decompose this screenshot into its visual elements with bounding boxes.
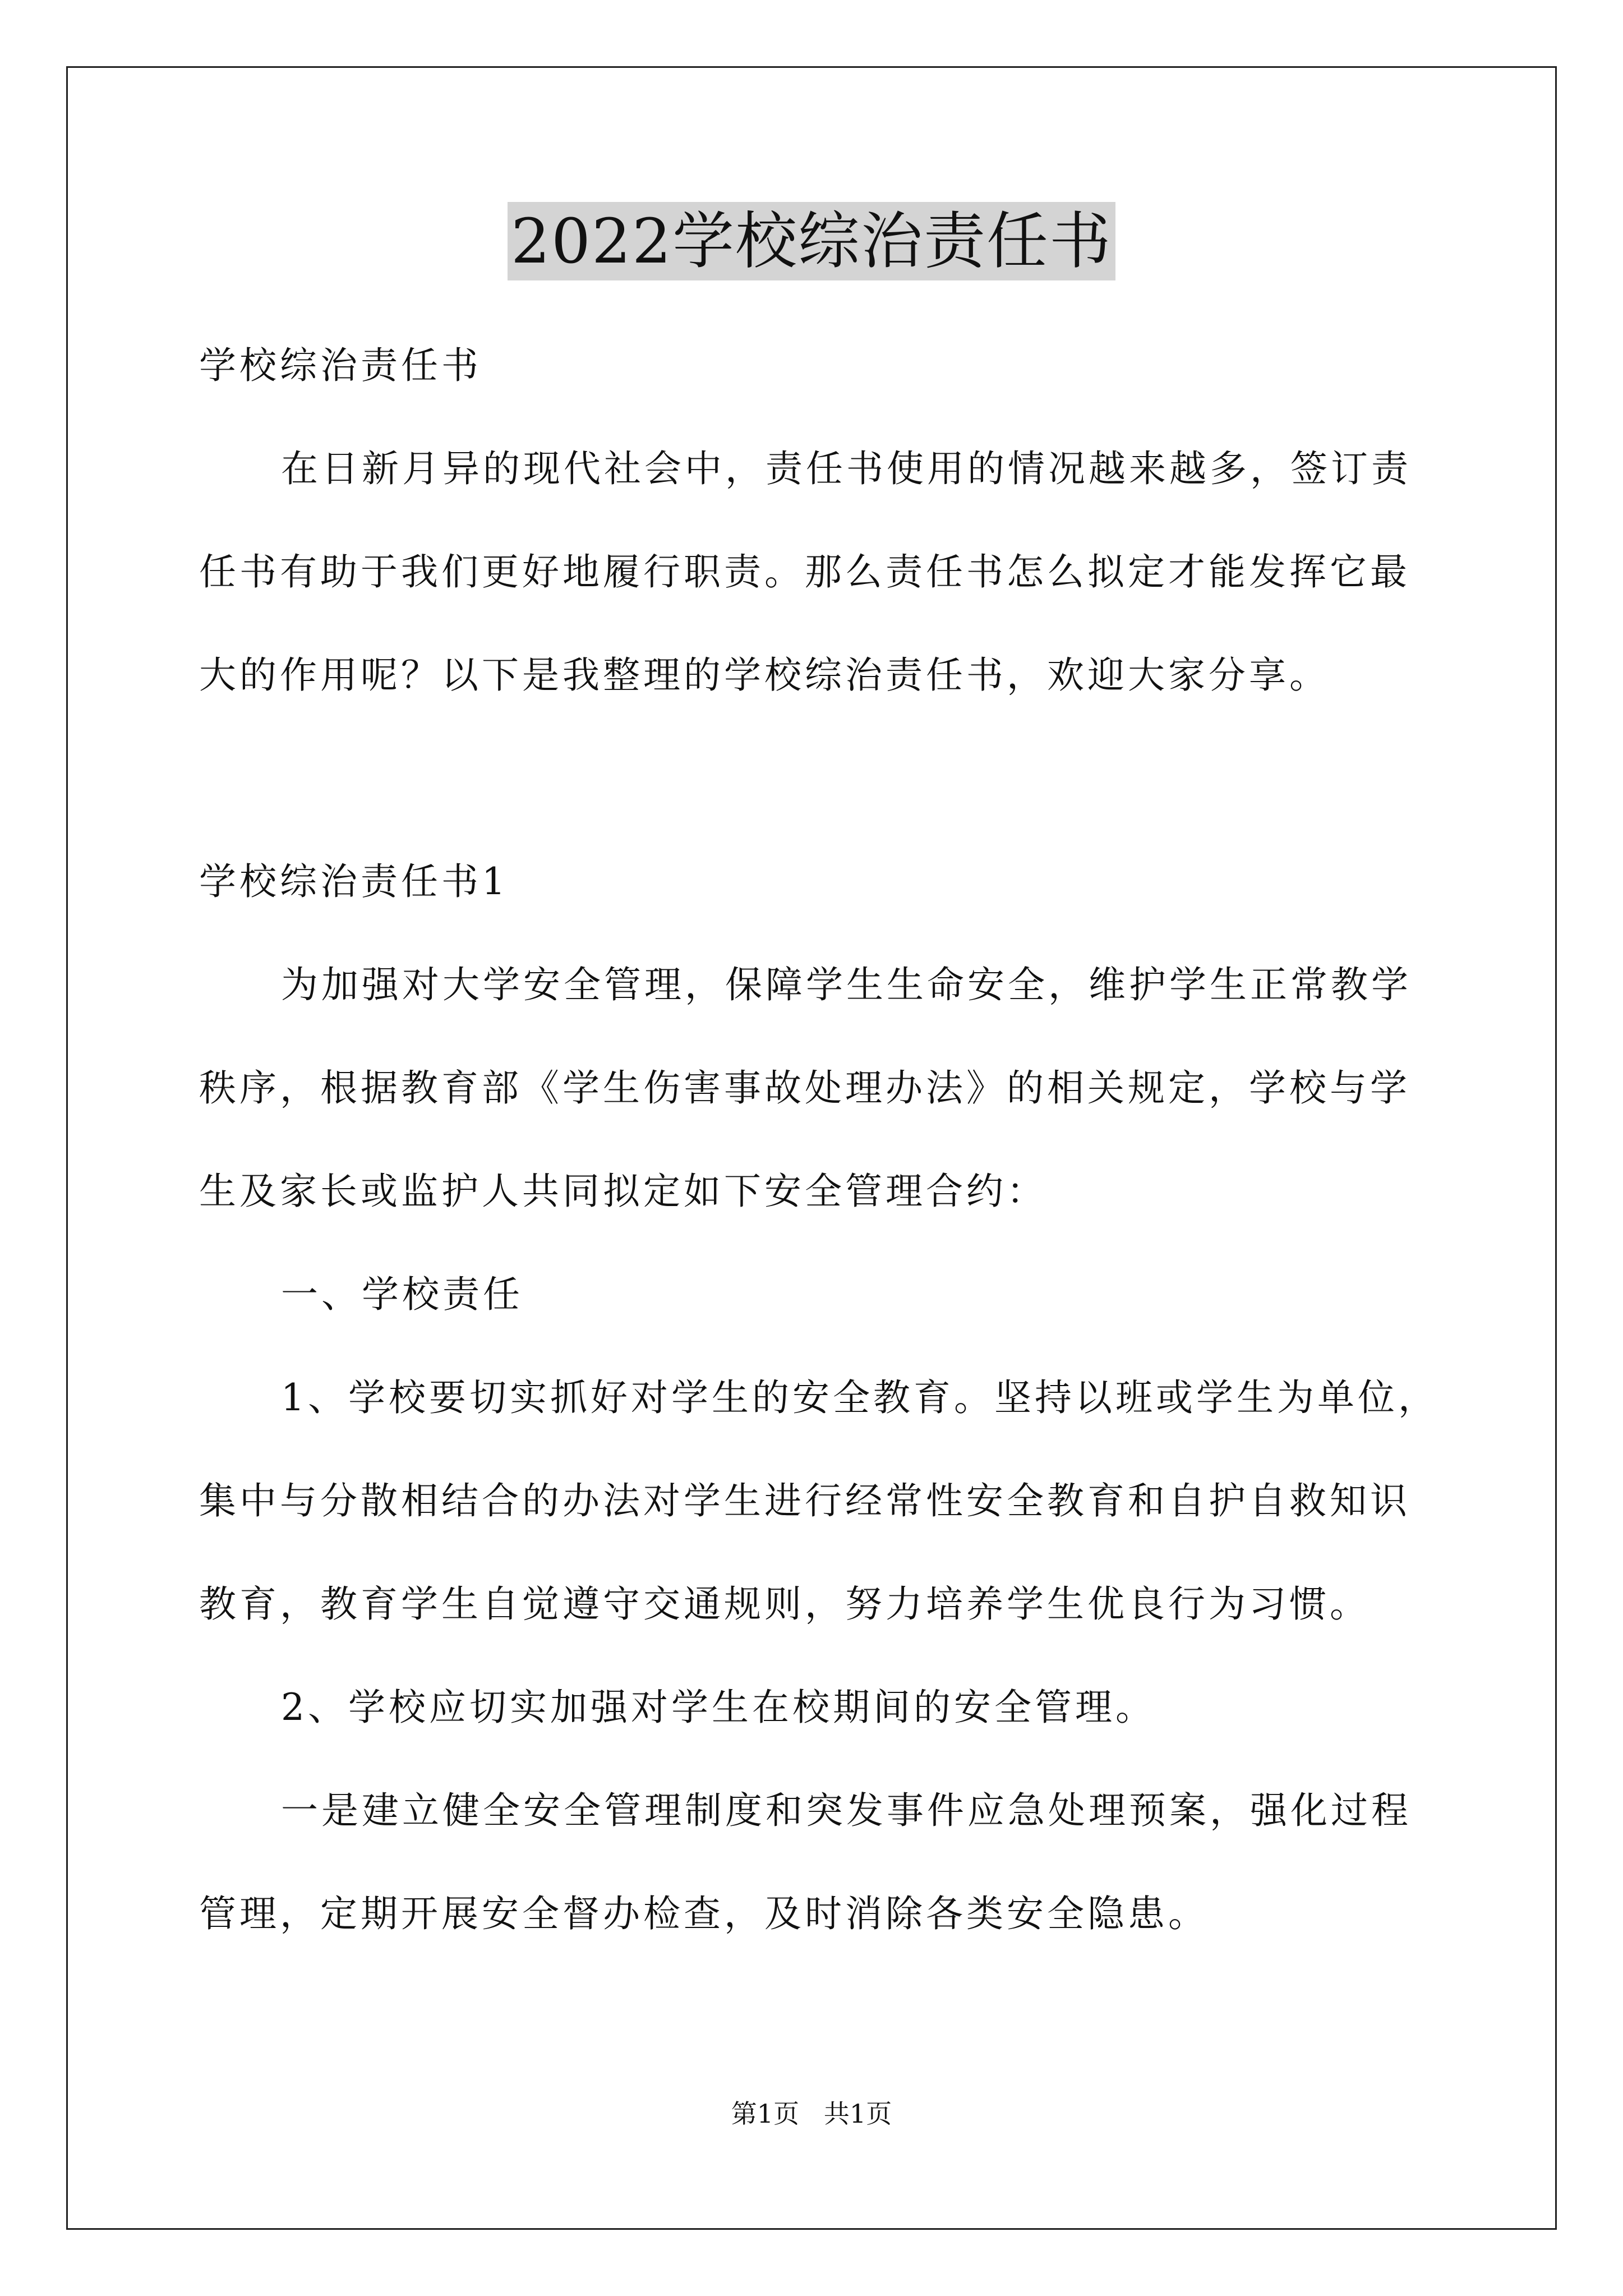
- text-line: 任书有助于我们更好地履行职责。那么责任书怎么拟定才能发挥它最: [199, 550, 1410, 593]
- text-line: 生及家长或监护人共同拟定如下安全管理合约：: [199, 1170, 1047, 1213]
- text-line: 2、学校应切实加强对学生在校期间的安全管理。: [281, 1686, 1156, 1729]
- text-line: 为加强对大学安全管理，保障学生生命安全，维护学生正常教学: [281, 963, 1412, 1006]
- page-footer: 第1页 共1页: [731, 2099, 892, 2129]
- text-line: 在日新月异的现代社会中，责任书使用的情况越来越多，签订责: [281, 447, 1412, 490]
- text-line: 教育，教育学生自觉遵守交通规则，努力培养学生优良行为习惯。: [199, 1582, 1370, 1626]
- blank-line: [199, 727, 1433, 830]
- title-container: [0, 202, 1623, 280]
- text-line: 秩序，根据教育部《学生伤害事故处理办法》的相关规定，学校与学: [199, 1066, 1410, 1110]
- document-body: [199, 314, 1438, 1966]
- text-line: 学校综治责任书: [199, 344, 482, 387]
- text-line: 1、学校要切实抓好对学生的安全教育。坚持以班或学生为单位，: [281, 1376, 1438, 1419]
- text-line: 大的作用呢？以下是我整理的学校综治责任书，欢迎大家分享。: [199, 654, 1330, 697]
- text-line: 管理，定期开展安全督办检查，及时消除各类安全隐患。: [199, 1892, 1209, 1935]
- text-line: 一是建立健全安全管理制度和突发事件应急处理预案，强化过程: [281, 1789, 1412, 1832]
- text-line: 集中与分散相结合的办法对学生进行经常性安全教育和自护自救知识: [199, 1479, 1410, 1522]
- document-title: 2022学校综治责任书: [508, 202, 1115, 280]
- text-line: 一、学校责任: [281, 1273, 523, 1316]
- text-line: 学校综治责任书1: [199, 860, 509, 903]
